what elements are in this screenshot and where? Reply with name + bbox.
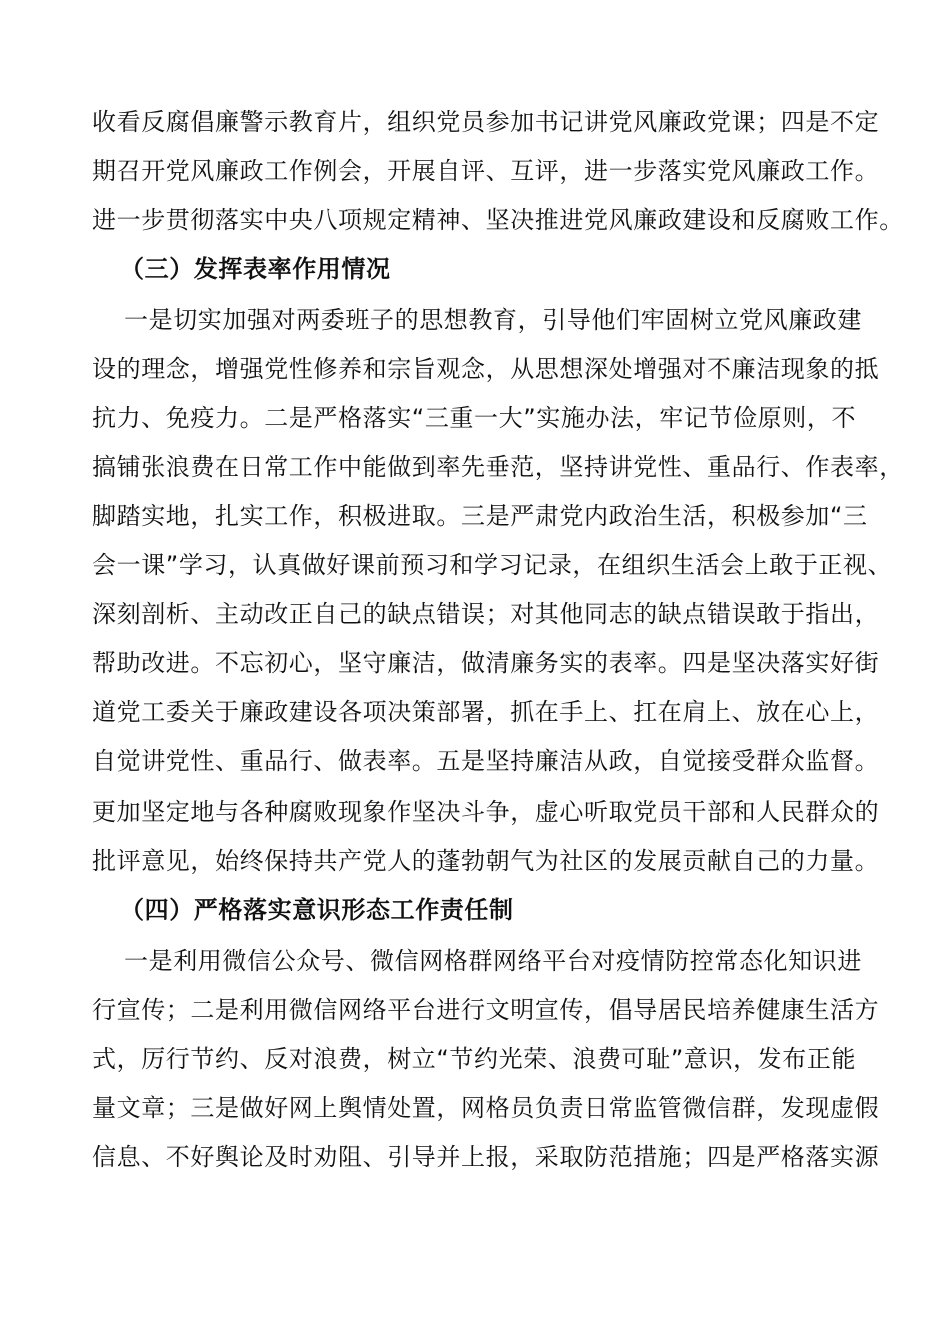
section-heading-3: （三）发挥表率作用情况: [120, 255, 391, 283]
paragraph-line-8: 搞铺张浪费在日常工作中能做到率先垂范，坚持讲党性、重品行、作表率，: [92, 453, 904, 481]
paragraph-line-22: 信息、不好舆论及时劝阻、引导并上报，采取防范措施；四是严格落实源: [92, 1143, 880, 1171]
paragraph-line-2: 期召开党风廉政工作例会，开展自评、互评，进一步落实党风廉政工作。: [92, 157, 880, 185]
paragraph-line-11: 深刻剖析、主动改正自己的缺点错误；对其他同志的缺点错误敢于指出，: [92, 600, 880, 628]
paragraph-line-3: 进一步贯彻落实中央八项规定精神、坚决推进党风廉政建设和反腐败工作。: [92, 206, 904, 234]
paragraph-line-19: 行宣传；二是利用微信网络平台进行文明宣传，倡导居民培养健康生活方: [92, 996, 880, 1024]
paragraph-line-1: 收看反腐倡廉警示教育片，组织党员参加书记讲党风廉政党课；四是不定: [92, 108, 880, 136]
paragraph-line-18: 一是利用微信公众号、微信网格群网络平台对疫情防控常态化知识进: [124, 947, 862, 975]
paragraph-line-15: 更加坚定地与各种腐败现象作坚决斗争，虚心听取党员干部和人民群众的: [92, 798, 880, 826]
paragraph-line-9: 脚踏实地，扎实工作，积极进取。三是严肃党内政治生活，积极参加“三: [92, 502, 868, 530]
paragraph-line-6: 设的理念，增强党性修养和宗旨观念，从思想深处增强对不廉洁现象的抵: [92, 355, 880, 383]
section-heading-4: （四）严格落实意识形态工作责任制: [120, 896, 514, 924]
paragraph-line-7: 抗力、免疫力。二是严格落实“三重一大”实施办法，牢记节俭原则，不: [92, 404, 857, 432]
paragraph-line-13: 道党工委关于廉政建设各项决策部署，抓在手上、扛在肩上、放在心上，: [92, 698, 880, 726]
paragraph-line-14: 自觉讲党性、重品行、做表率。五是坚持廉洁从政，自觉接受群众监督。: [92, 747, 880, 775]
paragraph-line-5: 一是切实加强对两委班子的思想教育，引导他们牢固树立党风廉政建: [124, 306, 862, 334]
paragraph-line-20: 式，厉行节约、反对浪费，树立“节约光荣、浪费可耻”意识，发布正能: [92, 1045, 857, 1073]
paragraph-line-21: 量文章；三是做好网上舆情处置，网格员负责日常监管微信群，发现虚假: [92, 1094, 880, 1122]
paragraph-line-12: 帮助改进。不忘初心，坚守廉洁，做清廉务实的表率。四是坚决落实好街: [92, 649, 880, 677]
paragraph-line-10: 会一课”学习，认真做好课前预习和学习记录，在组织生活会上敢于正视、: [92, 551, 893, 579]
paragraph-line-16: 批评意见，始终保持共产党人的蓬勃朝气为社区的发展贡献自己的力量。: [92, 847, 880, 875]
